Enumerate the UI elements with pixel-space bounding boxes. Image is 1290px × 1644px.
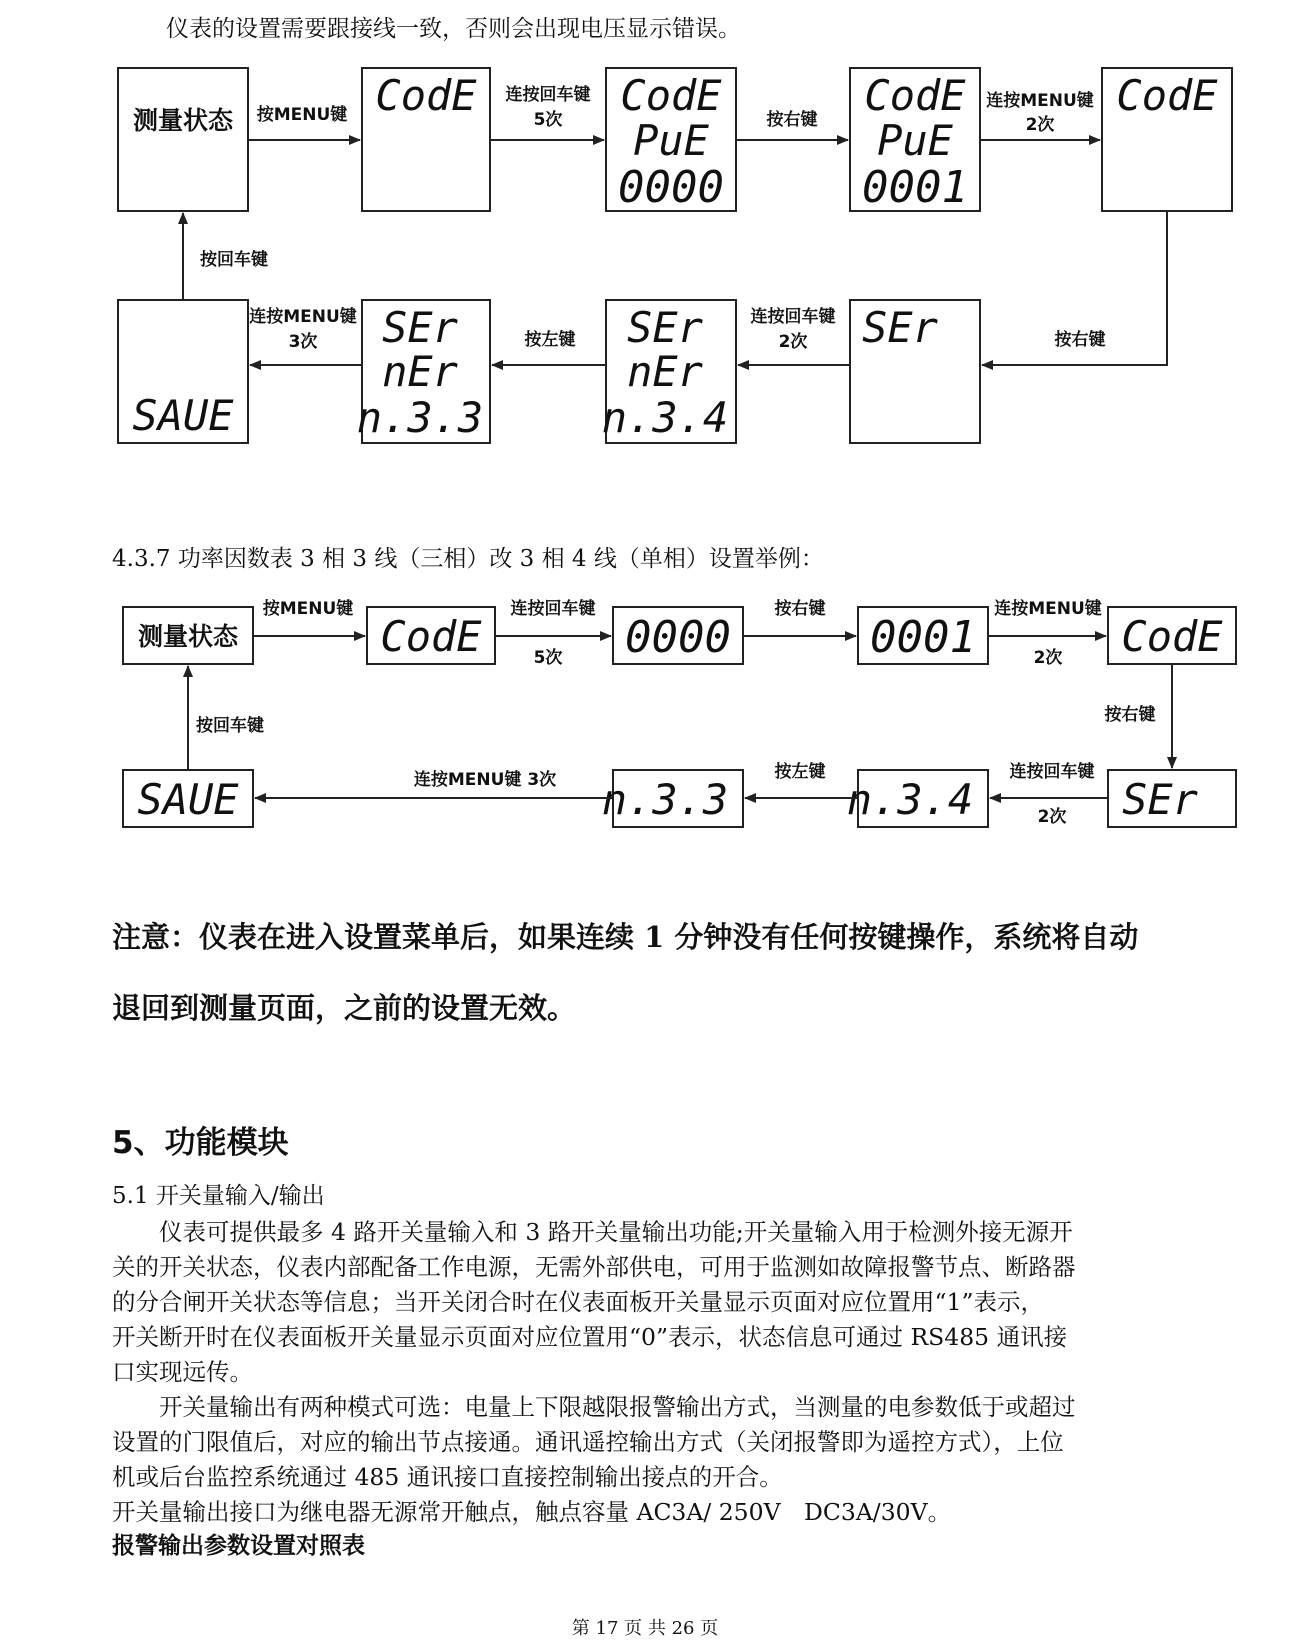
label-press-left: 按左键	[524, 330, 576, 350]
note-line-1: 注意：仪表在进入设置菜单后，如果连续 1 分钟没有任何按键操作，系统将自动	[112, 920, 1139, 954]
label-2-times: 2次	[1033, 648, 1063, 668]
label-5-times: 5次	[533, 110, 563, 130]
value-0000-text: 0000	[618, 162, 724, 213]
set-text: SEr	[1122, 775, 1198, 824]
label-press-right: 按右键	[766, 110, 818, 130]
paragraph-line: 开关断开时在仪表面板开关量显示页面对应位置用“0”表示，状态信息可通过 RS485 通讯接	[112, 1323, 1068, 1351]
intro-text: 仪表的设置需要跟接线一致，否则会出现电压显示错误。	[166, 16, 741, 42]
put-text: PuE	[877, 116, 953, 165]
code-text: CodE	[864, 71, 966, 120]
paragraph-line: 关的开关状态，仪表内部配备工作电源，无需外部供电，可用于监测如故障报警节点、断路器	[112, 1253, 1076, 1281]
label-3-times: 3次	[288, 332, 318, 352]
page-footer: 第 17 页 共 26 页	[571, 1618, 719, 1639]
section-heading-51: 5.1 开关量输入/输出	[112, 1183, 325, 1209]
label-cont-enter: 连按回车键	[510, 599, 596, 619]
box-measure-state	[118, 68, 248, 211]
set-text: SEr	[382, 303, 458, 352]
label-press-right: 按右键	[1054, 330, 1106, 350]
net-text: nEr	[627, 347, 703, 396]
paragraph-line: 设置的门限值后，对应的输出节点接通。通讯遥控输出方式（关闭报警即为遥控方式），上位	[112, 1428, 1064, 1456]
label-cont-menu-3: 连按MENU键 3次	[413, 770, 557, 790]
label-2-times: 2次	[778, 332, 808, 352]
n33-text: n.3.3	[356, 393, 484, 442]
value-0001-text: 0001	[870, 612, 976, 663]
paragraph-line: 机或后台监控系统通过 485 通讯接口直接控制输出接点的开合。	[112, 1463, 783, 1491]
code-text: CodE	[1116, 71, 1218, 120]
section-heading-5: 5、功能模块	[112, 1125, 289, 1161]
n33-text: n.3.3	[601, 775, 729, 824]
set-text: SEr	[862, 303, 938, 352]
code-text: CodE	[380, 612, 482, 661]
label-press-right: 按右键	[1104, 705, 1156, 725]
label-press-menu: 按MENU键	[262, 599, 354, 619]
label-cont-enter: 连按回车键	[505, 85, 591, 105]
paragraph-line: 口实现远传。	[112, 1358, 253, 1386]
label-cont-menu: 连按MENU键	[986, 91, 1094, 111]
code-text: CodE	[1121, 612, 1223, 661]
label-press-menu: 按MENU键	[256, 105, 348, 125]
put-text: PuE	[633, 116, 709, 165]
save-text: SAUE	[132, 391, 234, 440]
note-line-2: 退回到测量页面，之前的设置无效。	[112, 991, 577, 1025]
set-text: SEr	[627, 303, 703, 352]
code-text: CodE	[375, 71, 477, 120]
n34-text: n.3.4	[846, 775, 974, 824]
value-0000-text: 0000	[625, 612, 731, 663]
code-text: CodE	[620, 71, 722, 120]
section-heading-437: 4.3.7 功率因数表 3 相 3 线（三相）改 3 相 4 线（单相）设置举例：	[112, 546, 824, 572]
label-cont-menu: 连按MENU键	[994, 599, 1102, 619]
n34-text: n.3.4	[601, 393, 729, 442]
label-press-left: 按左键	[774, 762, 826, 782]
label-5-times: 5次	[533, 648, 563, 668]
value-0001-text: 0001	[862, 162, 968, 213]
label-2-times: 2次	[1037, 807, 1067, 827]
paragraph-line: 开关量输出接口为继电器无源常开触点，触点容量 AC3A/ 250V DC3A/30V。	[112, 1498, 952, 1526]
paragraph-line: 开关量输出有两种模式可选：电量上下限越限报警输出方式，当测量的电参数低于或超过	[112, 1393, 1076, 1421]
measure-state-text: 测量状态	[137, 622, 239, 651]
label-cont-enter: 连按回车键	[1009, 762, 1095, 782]
label-press-enter: 按回车键	[200, 250, 268, 270]
label-press-enter: 按回车键	[196, 716, 264, 736]
label-cont-menu: 连按MENU键	[249, 307, 357, 327]
label-2-times: 2次	[1025, 115, 1055, 135]
flow-diagram-2	[0, 580, 1290, 860]
paragraph-line: 仪表可提供最多 4 路开关量输入和 3 路开关量输出功能;开关量输入用于检测外接无源开	[112, 1218, 1073, 1246]
net-text: nEr	[382, 347, 458, 396]
label-press-right: 按右键	[774, 599, 826, 619]
label-cont-enter: 连按回车键	[750, 307, 836, 327]
measure-state-text: 测量状态	[132, 106, 234, 135]
save-text: SAUE	[137, 775, 239, 824]
table-title: 报警输出参数设置对照表	[112, 1532, 365, 1559]
paragraph-line: 的分合闸开关状态等信息；当开关闭合时在仪表面板开关量显示页面对应位置用“1”表示，	[112, 1288, 1044, 1316]
flow-diagram-1	[0, 0, 1290, 460]
